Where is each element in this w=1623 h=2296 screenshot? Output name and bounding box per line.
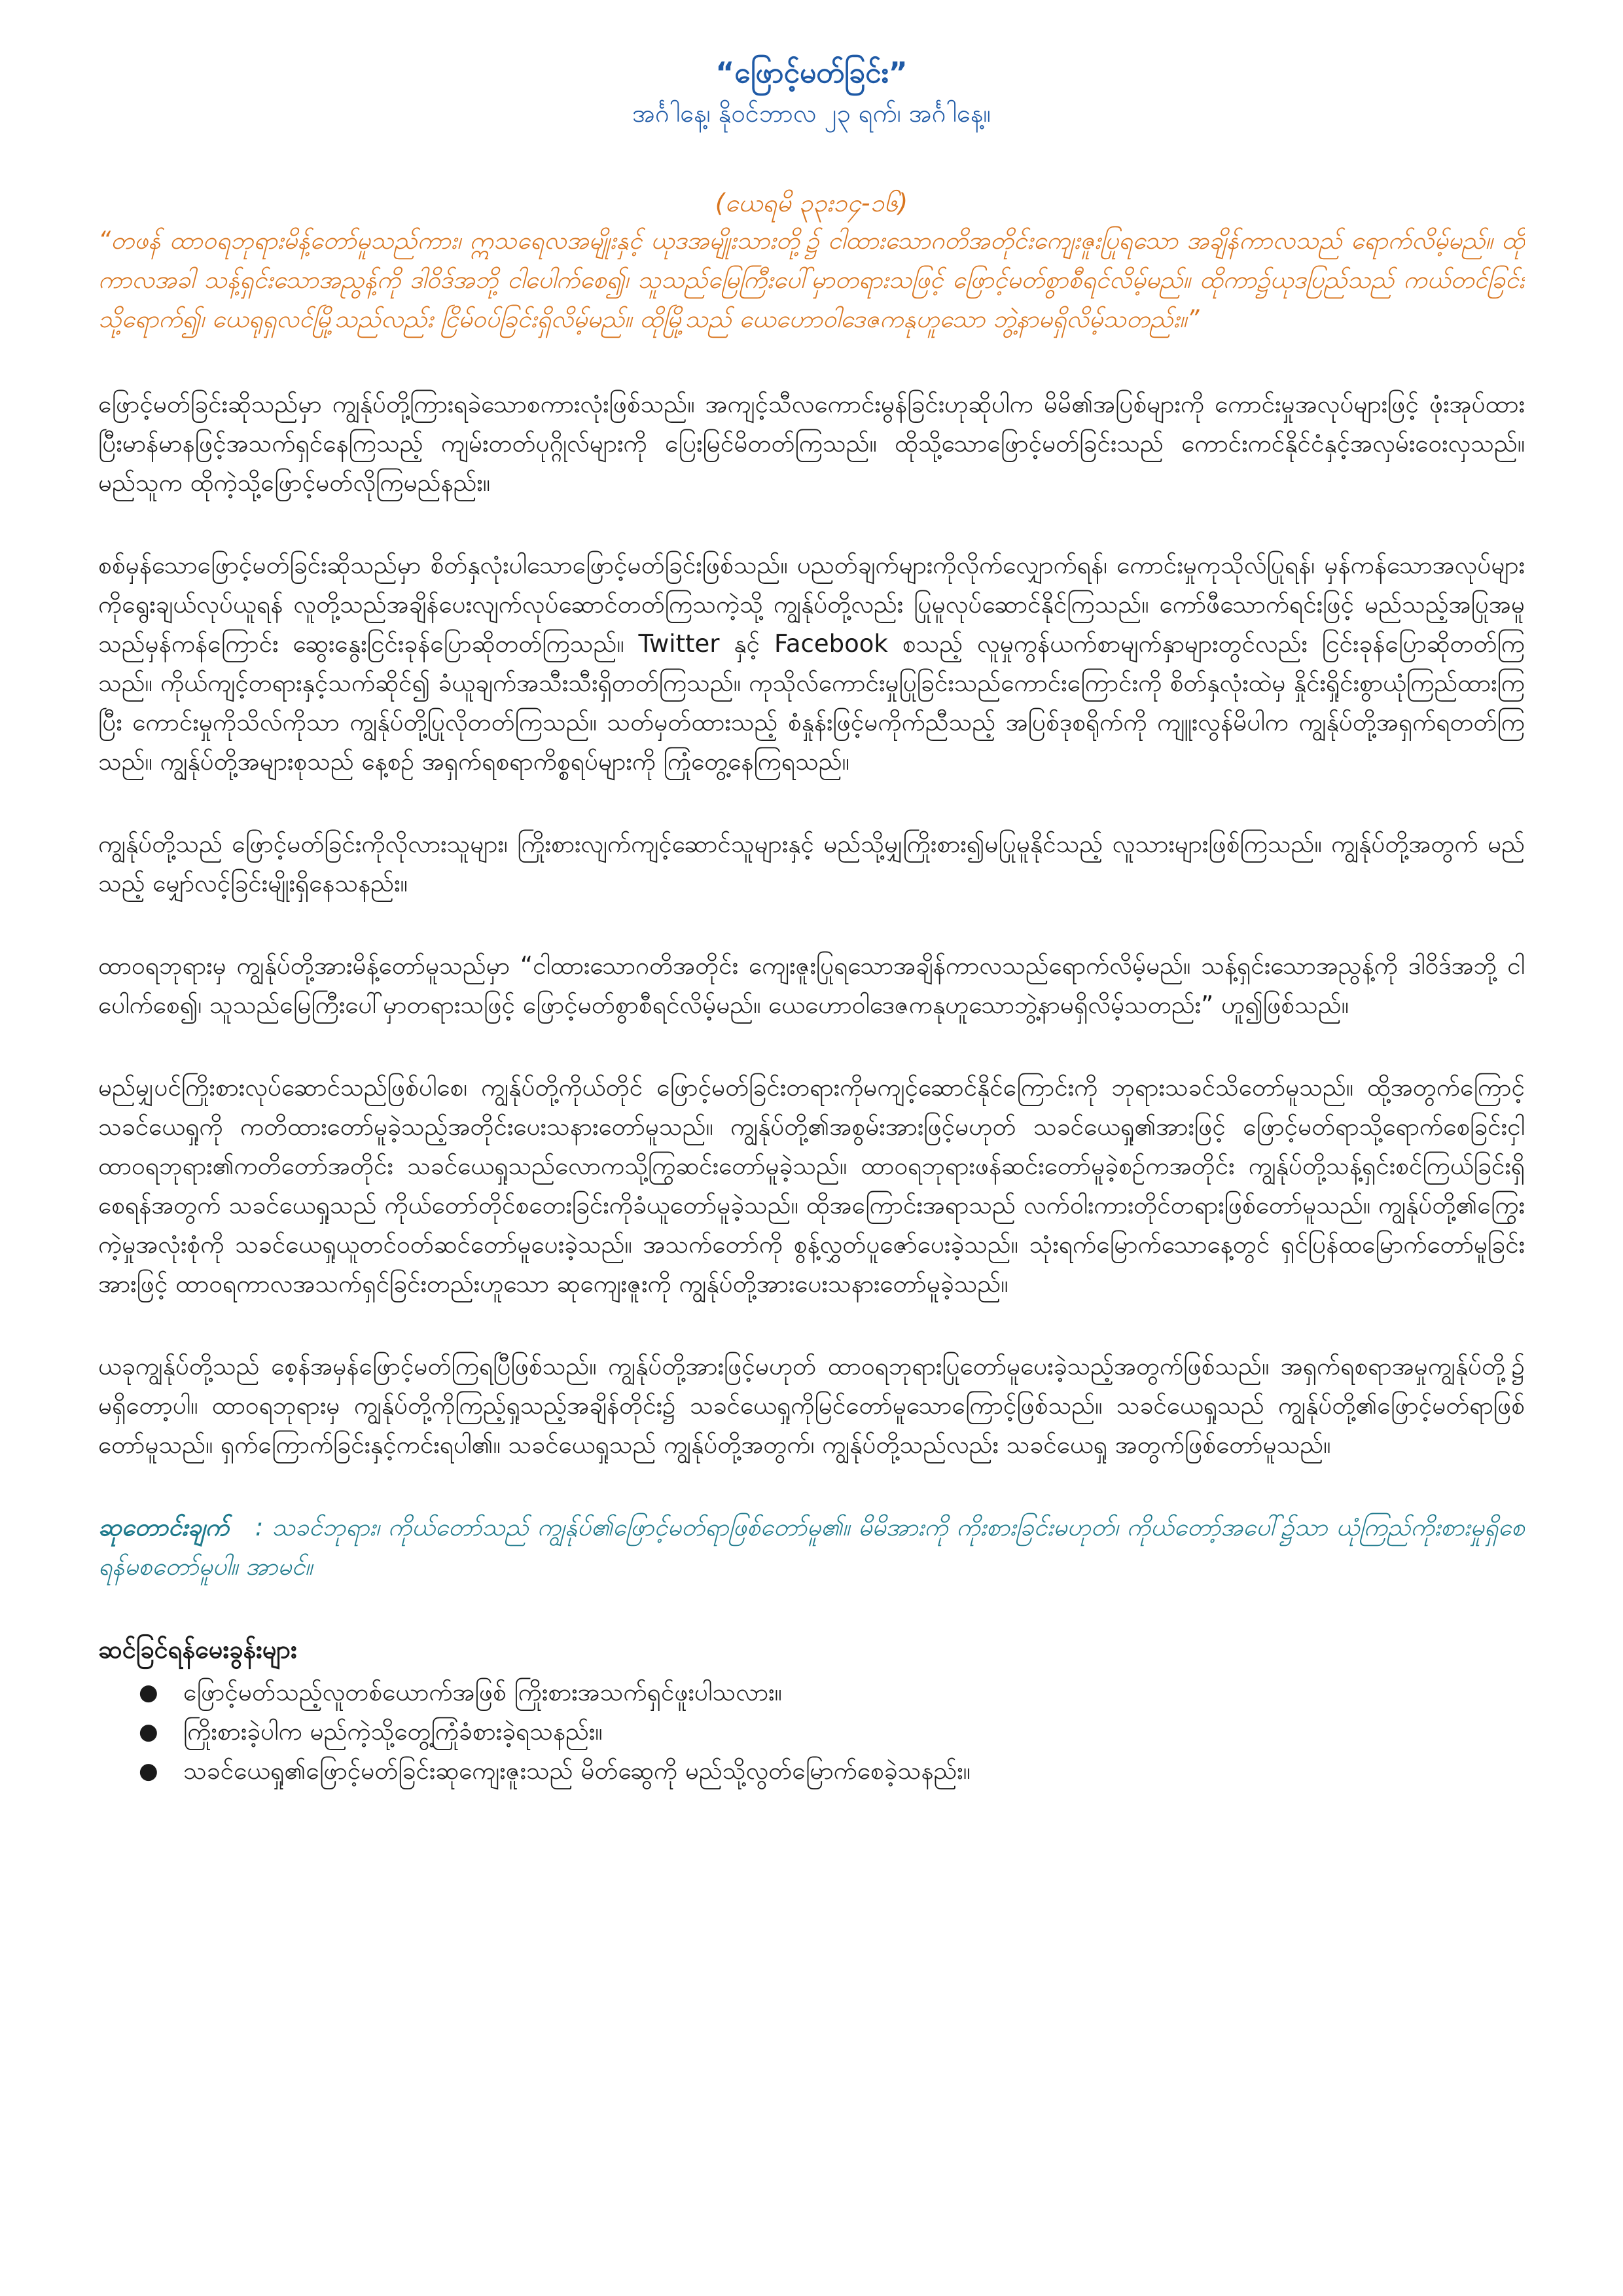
question-text: ကြိုးစားခဲ့ပါက မည်ကဲ့သို့တွေ့ကြုံခံစားခဲ့ရသနည်း။ <box>183 1717 603 1746</box>
question-item <box>98 1751 1525 1791</box>
page-date: အင်္ဂါနေ့၊ နိုဝင်ဘာလ ၂၃ ရက်၊ အင်္ဂါနေ့။ <box>632 99 991 128</box>
devotional-page <box>98 52 1525 2238</box>
question-text: ဖြောင့်မတ်သည့်လူတစ်ယောက်အဖြစ် ကြိုးစားအသက်ရှင်ဖူးပါသလား။ <box>183 1678 782 1706</box>
verse-text: “တဖန် ထာဝရဘုရားမိန့်တော်မူသည်ကား၊ ဣသရေလအမျိုးနှင့် ယုဒအမျိုးသားတို့၌ ငါထားသောဂတိအတိုင်းကျေးဇူးပြုရသော အချိန်ကာလသည် ရောက်လိမ့်မည်။ ထိုကာလအခါ သန့်ရှင်းသောအညွန့်ကို ဒါဝိဒ်အဘို့ ငါပေါက်စေ၍၊ သူသည်မြေကြီးပေါ်မှာတရားသဖြင့် ဖြောင့်မတ်စွာစီရင်လိမ့်မည်။ ထိုကာ၌ယုဒပြည်သည် ကယ်တင်ခြင်းသို့ရောက်၍၊ ယေရုရှလင်မြို့သည်လည်း ငြိမ်ဝပ်ခြင်းရှိလိမ့်မည်။ ထိုမြို့သည် ယေဟောဝါဒေဇကနုဟူသော ဘွဲ့နာမရှိလိမ့်သတည်း။” <box>98 226 1525 333</box>
reflection-questions <box>98 1630 1525 1791</box>
body-paragraph-4: ထာဝရဘုရားမှ ကျွန်ုပ်တို့အားမိန့်တော်မူသည်မှာ “ငါထားသောဂတိအတိုင်း ကျေးဇူးပြုရသောအချိန်ကာလသည်ရောက်လိမ့်မည်။ သန့်ရှင်းသောအညွန့်ကို ဒါဝိဒ်အဘို့ ငါပေါက်စေ၍၊ သူသည်မြေကြီးပေါ်မှာတရားသဖြင့် ဖြောင့်မတ်စွာစီရင်လိမ့်မည်။ ယေဟောဝါဒေဇကနုဟူသောဘွဲ့နာမရှိလိမ့်သတည်း” ဟူ၍ဖြစ်သည်။ <box>98 952 1525 1019</box>
bullet-icon: ● <box>139 1719 158 1745</box>
page-title: “ဖြောင့်မတ်ခြင်း” <box>715 56 908 90</box>
bullet-icon: ● <box>139 1758 158 1784</box>
verse-reference: (ယေရမိ ၃၃း၁၄-၁၆) <box>715 188 908 217</box>
prayer-text: : သခင်ဘုရား၊ ကိုယ်တော်သည် ကျွန်ုပ်၏ဖြောင့်မတ်ရာဖြစ်တော်မူ၏။ မိမိအားကို ကိုးစားခြင်းမဟုတ်၊ ကိုယ်တော့်အပေါ်၌သာ ယုံကြည်ကိုးစားမှုရှိစေရန်မစတော်မူပါ။ အာမင်။ <box>98 1513 1525 1581</box>
prayer-label: ဆုတောင်းချက် <box>98 1513 229 1541</box>
bullet-icon: ● <box>139 1679 158 1706</box>
question-item <box>98 1673 1525 1712</box>
question-text: သခင်ယေရှု၏ဖြောင့်မတ်ခြင်းဆုကျေးဇူးသည် မိတ်ဆွေကို မည်သို့လွတ်မြောက်စေခဲ့သနည်း။ <box>183 1757 971 1785</box>
body-paragraph-1: ဖြောင့်မတ်ခြင်းဆိုသည်မှာ ကျွန်ုပ်တို့ကြားရခဲသောစကားလုံးဖြစ်သည်။ အကျင့်သီလကောင်းမွန်ခြင်းဟုဆိုပါက မိမိ၏အပြစ်များကို ကောင်းမှုအလုပ်များဖြင့် ဖုံးအုပ်ထားပြီးမာန်မာနဖြင့်အသက်ရှင်နေကြသည့် ကျမ်းတတ်ပုဂ္ဂိုလ်များကို ပြေးမြင်မိတတ်ကြသည်။ ထိုသို့သောဖြောင့်မတ်ခြင်းသည် ကောင်းကင်နိုင်ငံနှင့်အလှမ်းဝေးလှသည်။ မည်သူက ထိုကဲ့သို့ဖြောင့်မတ်လိုကြမည်နည်း။ <box>98 390 1525 497</box>
questions-list <box>98 1673 1525 1791</box>
body-paragraph-3: ကျွန်ုပ်တို့သည် ဖြောင့်မတ်ခြင်းကိုလိုလားသူများ၊ ကြိုးစားလျက်ကျင့်ဆောင်သူများနှင့် မည်သို့မျှကြိုးစား၍မပြုမူနိုင်သည့် လူသားများဖြစ်ကြသည်။ ကျွန်ုပ်တို့အတွက် မည်သည့် မျှော်လင့်ခြင်းမျိုးရှိနေသနည်း။ <box>98 830 1525 897</box>
body-paragraph-5: မည်မျှပင်ကြိုးစားလုပ်ဆောင်သည်ဖြစ်ပါစေ၊ ကျွန်ုပ်တို့ကိုယ်တိုင် ဖြောင့်မတ်ခြင်းတရားကိုမကျင့်ဆောင်နိုင်ကြောင်းကို ဘုရားသခင်သိတော်မူသည်။ ထို့အတွက်ကြောင့် သခင်ယေရှုကို ကတိထားတော်မူခဲ့သည့်အတိုင်းပေးသနားတော်မူသည်။ ကျွန်ုပ်တို့၏အစွမ်းအားဖြင့်မဟုတ် သခင်ယေရှု၏အားဖြင့် ဖြောင့်မတ်ရာသို့ရောက်စေခြင်းငှါ ထာဝရဘုရား၏ကတိတော်အတိုင်း သခင်ယေရှုသည်လောကသို့ကြွဆင်းတော်မူခဲ့သည်။ ထာဝရဘုရားဖန်ဆင်းတော်မူခဲ့စဉ်ကအတိုင်း ကျွန်ုပ်တို့သန့်ရှင်းစင်ကြယ်ခြင်းရှိစေရန်အတွက် သခင်ယေရှုသည် ကိုယ်တော်တိုင်စတေးခြင်းကိုခံယူတော်မူခဲ့သည်။ ထိုအကြောင်းအရာသည် လက်ဝါးကားတိုင်တရားဖြစ်တော်မူသည်။ ကျွန်ုပ်တို့၏ကြွေးကဲ့မှုအလုံးစုံကို သခင်ယေရှုယူတင်ဝတ်ဆင်တော်မူပေးခဲ့သည်။ အသက်တော်ကို စွန့်လွှတ်ပူဇော်ပေးခဲ့သည်။ သုံးရက်မြောက်သောနေ့တွင် ရှင်ပြန်ထမြောက်တော်မူခြင်းအားဖြင့် ထာဝရကာလအသက်ရှင်ခြင်းတည်းဟူသော ဆုကျေးဇူးကို ကျွန်ုပ်တို့အားပေးသနားတော်မူခဲ့သည်။ <box>98 1073 1525 1298</box>
question-item <box>98 1712 1525 1751</box>
questions-heading: ဆင်ခြင်ရန်မေးခွန်းများ <box>98 1635 297 1664</box>
prayer <box>98 1508 1525 1587</box>
body-paragraph-2: စစ်မှန်သောဖြောင့်မတ်ခြင်းဆိုသည်မှာ စိတ်နှလုံးပါသောဖြောင့်မတ်ခြင်းဖြစ်သည်။ ပညတ်ချက်များကိုလိုက်လျှောက်ရန်၊ ကောင်းမှုကုသိုလ်ပြုရန်၊ မှန်ကန်သောအလုပ်များကိုရွေးချယ်လုပ်ယူရန် လူတို့သည်အချိန်ပေးလျက်လုပ်ဆောင်တတ်ကြသကဲ့သို့ ကျွန်ုပ်တို့လည်း ပြုမူလုပ်ဆောင်နိုင်ကြသည်။ ကော်ဖီသောက်ရင်းဖြင့် မည်သည့်အပြုအမူသည်မှန်ကန်ကြောင်း ဆွေးနွေးငြင်းခုန်ပြောဆိုတတ်ကြသည်။ Twitter နှင့် Facebook စသည့် လူမှုကွန်ယက်စာမျက်နှာများတွင်လည်း ငြင်းခုန်ပြောဆိုတတ်ကြသည်။ ကိုယ်ကျင့်တရားနှင့်သက်ဆိုင်၍ ခံယူချက်အသီးသီးရှိတတ်ကြသည်။ ကုသိုလ်ကောင်းမှုပြုခြင်းသည်ကောင်းကြောင်းကို စိတ်နှလုံးထဲမှ နှိုင်းရှိုင်းစွာယုံကြည်ထားကြပြီး ကောင်းမှုကိုသိလ်ကိုသာ ကျွန်ုပ်တို့ပြုလိုတတ်ကြသည်။ သတ်မှတ်ထားသည့် စံနှုန်းဖြင့်မကိုက်ညီသည့် အပြစ်ဒုစရိုက်ကို ကျူးလွန်မိပါက ကျွန်ုပ်တို့အရှက်ရတတ်ကြသည်။ ကျွန်ုပ်တို့အများစုသည် နေ့စဉ် အရှက်ရစရာကိစ္စရပ်များကို ကြုံတွေ့နေကြရသည်။ <box>98 551 1525 776</box>
body-paragraph-6: ယခုကျွန်ုပ်တို့သည် စေ့န်အမှန်ဖြောင့်မတ်ကြရပြီဖြစ်သည်။ ကျွန်ုပ်တို့အားဖြင့်မဟုတ် ထာဝရဘုရားပြုတော်မူပေးခဲ့သည့်အတွက်ဖြစ်သည်။ အရှက်ရစရာအမှုကျွန်ုပ်တို့၌ မရှိတော့ပါ။ ထာဝရဘုရားမှ ကျွန်ုပ်တို့ကိုကြည့်ရှုသည့်အချိန်တိုင်း၌ သခင်ယေရှုကိုမြင်တော်မူသောကြောင့်ဖြစ်သည်။ သခင်ယေရှုသည် ကျွန်ုပ်တို့၏ဖြောင့်မတ်ရာဖြစ်တော်မူသည်။ ရှက်ကြောက်ခြင်းနှင့်ကင်းရပါ၏။ သခင်ယေရှုသည် ကျွန်ုပ်တို့အတွက်၊ ကျွန်ုပ်တို့သည်လည်း သခင်ယေရှု အတွက်ဖြစ်တော်မူသည်။ <box>98 1352 1525 1459</box>
